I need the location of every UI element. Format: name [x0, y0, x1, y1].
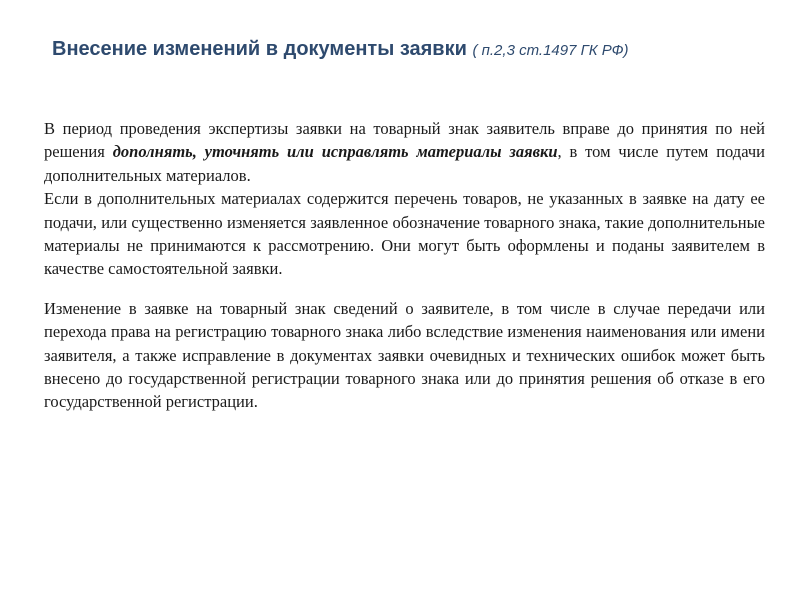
page-title: [52, 38, 772, 61]
paragraph-3: Изменение в заявке на товарный знак сведений о заявителе, в том числе в случае передачи или перехода права на регистрацию товарного знака либо вследствие изменения наименования или имени заявителя, а также исправление в документах заявки очевидных и технических ошибок может быть внесено до государственной регистрации товарного знака или до принятия решения об отказе в его государственной регистрации.: [44, 298, 765, 412]
paragraph-1-text-b: , в том числе путем подачи дополнительных материалов.: [44, 142, 765, 185]
paragraph-2: Если в дополнительных материалах содержится перечень товаров, не указанных в заявке на дату ее подачи, или существенно изменяется заявленное обозначение товарного знака, такие дополнительные материалы не принимаются к рассмотрению. Они могут быть оформлены и поданы заявителем в качестве самостоятельной заявки.: [44, 189, 765, 279]
paragraph-1-emphasis: дополнять, уточнять или исправлять материалы заявки: [112, 142, 558, 162]
paragraph-1-text-a: В период проведения экспертизы заявки на товарный знак заявитель вправе до принятия по ней решения: [44, 119, 765, 162]
slide-body: [44, 117, 765, 414]
title-text: Внесение изменений в документы заявки: [52, 38, 467, 60]
paragraph-1: [44, 117, 765, 187]
title-reference: ( п.2,3 ст.1497 ГК РФ): [472, 42, 629, 59]
